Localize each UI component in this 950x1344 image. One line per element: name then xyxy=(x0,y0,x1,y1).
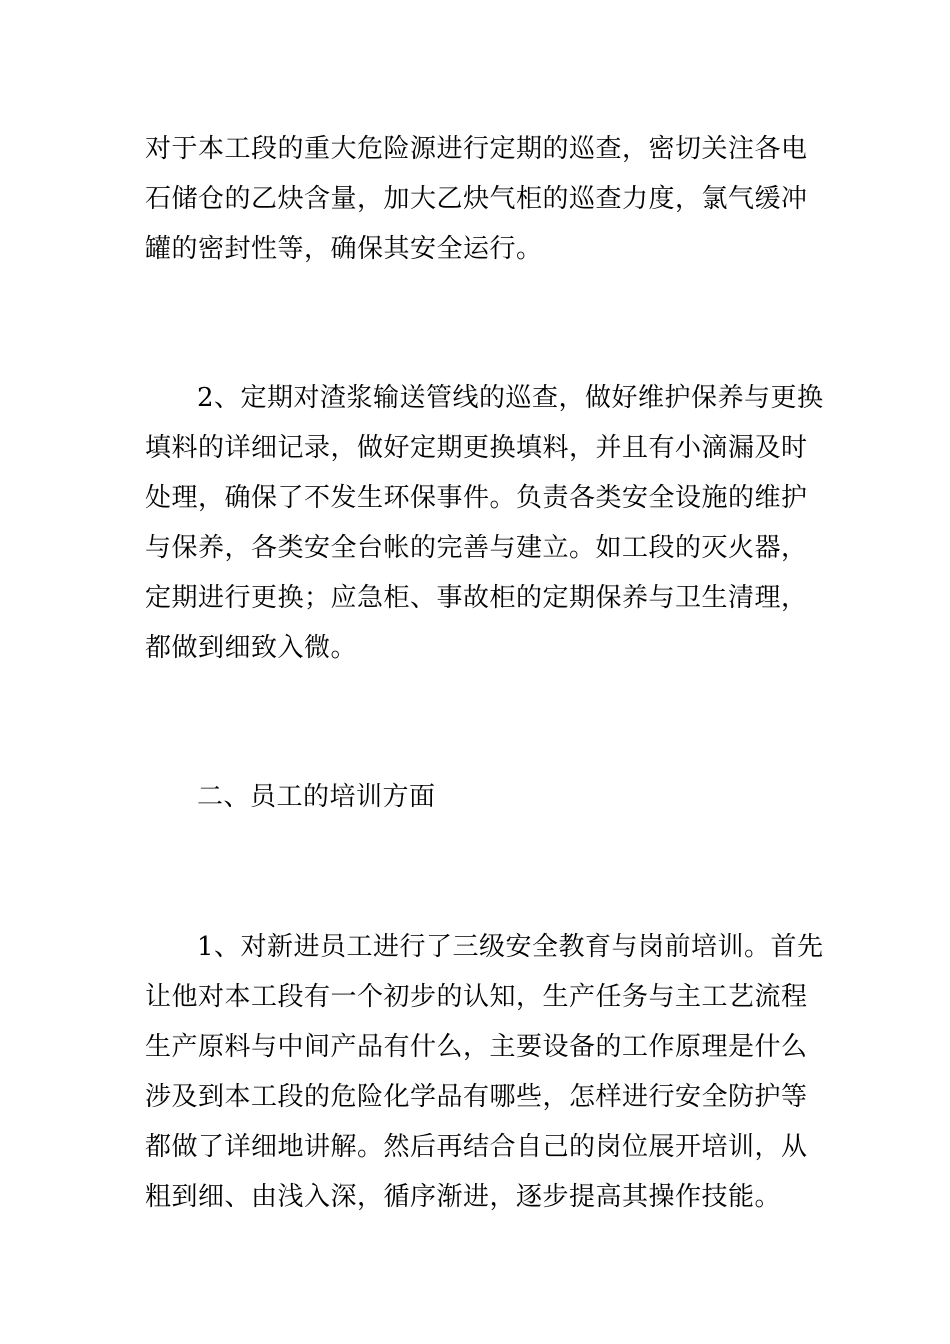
paragraph-1-line-3: 罐的密封性等，确保其安全运行。 xyxy=(145,234,543,264)
paragraph-2-line-6: 都做到细致入微。 xyxy=(145,633,358,663)
paragraph-3-line-5: 都做了详细地讲解。然后再结合自己的岗位展开培训，从 xyxy=(145,1132,808,1162)
paragraph-1-line-1: 对于本工段的重大危险源进行定期的巡查，密切关注各电 xyxy=(145,134,808,164)
paragraph-3-line-4: 涉及到本工段的危险化学品有哪些，怎样进行安全防护等 xyxy=(145,1082,808,1112)
paragraph-2-line-4: 与保养，各类安全台帐的完善与建立。如工段的灭火器， xyxy=(145,533,808,563)
section-heading: 二、员工的培训方面 xyxy=(197,782,436,812)
paragraph-3-line-3: 生产原料与中间产品有什么，主要设备的工作原理是什么 xyxy=(145,1032,808,1062)
paragraph-3-line-1: 1、对新进员工进行了三级安全教育与岗前培训。首先 xyxy=(197,932,824,962)
paragraph-3-line-6: 粗到细、由浅入深，循序渐进，逐步提高其操作技能。 xyxy=(145,1182,782,1212)
paragraph-2-line-3: 处理，确保了不发生环保事件。负责各类安全设施的维护 xyxy=(145,483,808,513)
paragraph-2-line-1: 2、定期对渣浆输送管线的巡查，做好维护保养与更换 xyxy=(197,383,824,413)
paragraph-1-line-2: 石储仓的乙炔含量，加大乙炔气柜的巡查力度，氯气缓冲 xyxy=(145,184,808,214)
paragraph-3-line-2: 让他对本工段有一个初步的认知，生产任务与主工艺流程 xyxy=(145,982,808,1012)
paragraph-2-line-2: 填料的详细记录，做好定期更换填料，并且有小滴漏及时 xyxy=(145,433,808,463)
paragraph-2-line-5: 定期进行更换；应急柜、事故柜的定期保养与卫生清理， xyxy=(145,583,808,613)
